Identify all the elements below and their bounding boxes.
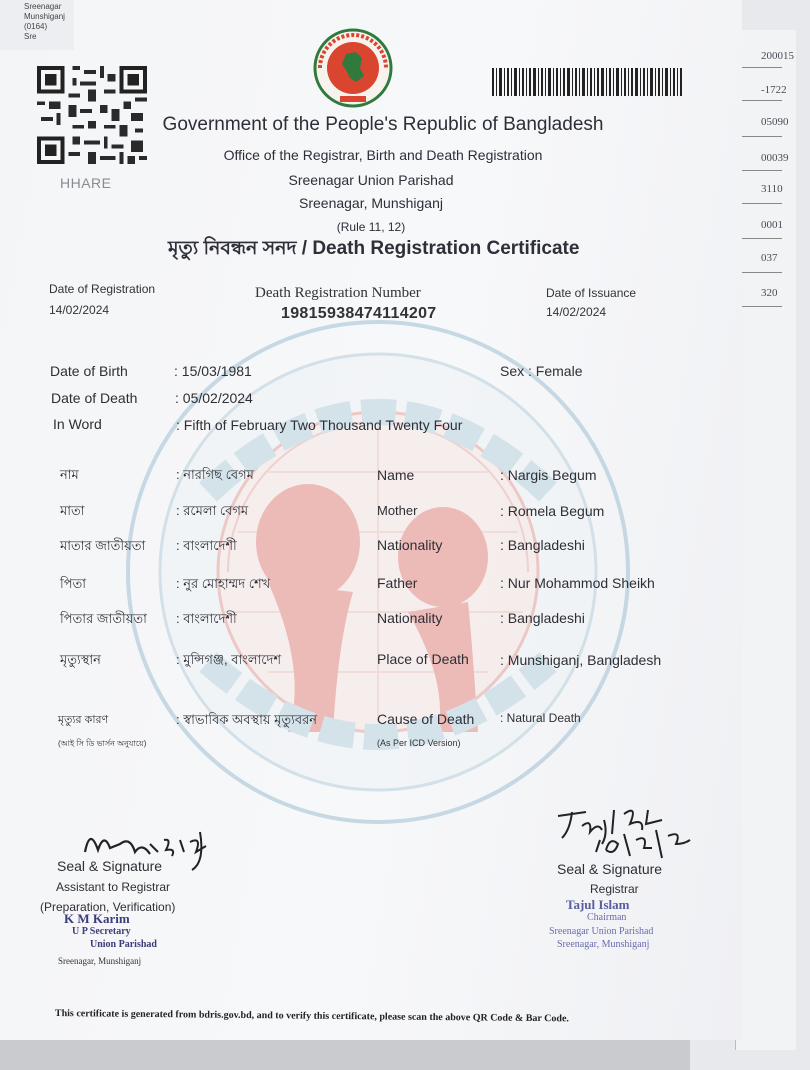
- registration-number-label: Death Registration Number: [255, 285, 421, 301]
- cause-bn-note: (আই সি ডি ভার্সন অনুযায়ে): [58, 739, 147, 748]
- field-en-label: Father: [377, 575, 418, 591]
- left-stamp-name: K M Karim: [64, 911, 130, 926]
- qr-caption: HHARE: [60, 175, 112, 191]
- left-stamp-place: Sreenagar, Munshiganj: [58, 956, 142, 966]
- corner-text: Munshiganj: [24, 12, 65, 21]
- edge-number: 3110: [761, 183, 783, 195]
- field-bn-label: মাতার জাতীয়তা: [60, 538, 146, 553]
- left-stamp-title: U P Secretary: [72, 926, 131, 937]
- field-bn-label: নাম: [60, 467, 79, 482]
- corner-fragment: [0, 0, 74, 50]
- corner-text: Sreenagar: [24, 2, 62, 11]
- address-heading: Sreenagar, Munshiganj: [299, 195, 443, 211]
- field-en-label: Nationality: [377, 610, 443, 626]
- edge-number: 037: [761, 252, 778, 264]
- edge-rule: [742, 238, 782, 239]
- right-role: Registrar: [590, 882, 639, 896]
- field-bn-value: : রমেলা বেগম: [176, 503, 249, 518]
- edge-rule: [742, 136, 782, 137]
- field-bn-value: : নারগিছ বেগম: [176, 467, 254, 482]
- rule-reference: (Rule 11, 12): [336, 220, 406, 234]
- in-word-value: : Fifth of February Two Thousand Twenty Four: [176, 417, 463, 433]
- edge-number: 0001: [761, 219, 783, 231]
- in-word-label: In Word: [53, 416, 102, 432]
- date-of-birth-value: : 15/03/1981: [174, 363, 252, 379]
- edge-rule: [742, 100, 782, 101]
- registration-number-value: 19815938474114207: [281, 305, 437, 322]
- field-bn-label: মৃত্যুস্থান: [60, 652, 101, 667]
- field-en-value: : Bangladeshi: [500, 537, 585, 553]
- edge-number: 320: [761, 287, 778, 299]
- date-of-death-label: Date of Death: [51, 390, 138, 406]
- edge-rule: [742, 67, 782, 68]
- corner-text: Sre: [24, 32, 37, 41]
- edge-rule: [742, 272, 782, 273]
- field-bn-value: : বাংলাদেশী: [176, 538, 237, 553]
- edge-rule: [742, 170, 782, 171]
- corner-text: (0164): [24, 22, 48, 31]
- certificate-title: মৃত্যু নিবন্ধন সনদ / Death Registration Certificate: [168, 238, 580, 259]
- right-seal-signature-label: Seal & Signature: [557, 861, 663, 877]
- government-heading: Government of the People's Republic of Bangladesh: [162, 114, 604, 135]
- field-en-label: Mother: [377, 503, 418, 518]
- field-bn-label: মাতা: [60, 503, 85, 518]
- cause-bn-label: মৃত্যুর কারণ: [58, 714, 109, 726]
- edge-number: 05090: [761, 116, 789, 128]
- edge-number: -1722: [761, 84, 787, 96]
- right-stamp-org: Sreenagar Union Parishad: [549, 926, 654, 937]
- field-en-value: : Romela Begum: [500, 503, 605, 519]
- edge-rule: [742, 203, 782, 204]
- right-stamp-title: Chairman: [587, 912, 627, 923]
- field-bn-value: : মুন্সিগঞ্জ, বাংলাদেশ: [176, 652, 282, 667]
- date-of-registration-value: 14/02/2024: [49, 303, 110, 317]
- field-en-label: Name: [377, 467, 415, 483]
- verification-footer: This certificate is generated from bdris.gov.bd, and to verify this certificate, please scan the above QR Code & Bar Code.: [54, 1008, 569, 1025]
- cause-en-value: : Natural Death: [500, 711, 581, 725]
- field-bn-label: পিতা: [60, 576, 87, 591]
- field-en-value: : Bangladeshi: [500, 610, 585, 626]
- field-en-value: : Nargis Begum: [500, 467, 597, 483]
- left-role: Assistant to Registrar: [56, 880, 171, 894]
- government-seal-logo: [310, 28, 396, 108]
- date-of-birth-label: Date of Birth: [50, 363, 128, 379]
- field-en-value: : Munshiganj, Bangladesh: [500, 652, 662, 668]
- right-stamp-place: Sreenagar, Munshiganj: [557, 939, 650, 950]
- field-bn-label: পিতার জাতীয়তা: [60, 611, 147, 626]
- cause-en-label: Cause of Death: [377, 711, 475, 727]
- field-en-value: : Nur Mohammod Sheikh: [500, 575, 655, 591]
- cause-en-note: (As Per ICD Version): [377, 738, 461, 748]
- parishad-heading: Sreenagar Union Parishad: [288, 172, 454, 188]
- edge-rule: [742, 306, 782, 307]
- left-stamp-org: Union Parishad: [90, 939, 157, 950]
- office-heading: Office of the Registrar, Birth and Death Registration: [223, 147, 543, 163]
- field-en-label: Nationality: [377, 537, 443, 553]
- edge-number: 200015: [761, 50, 794, 62]
- left-seal-signature-label: Seal & Signature: [57, 858, 163, 874]
- date-of-death-value: : 05/02/2024: [175, 390, 253, 406]
- right-stamp-name: Tajul Islam: [566, 897, 630, 912]
- barcode[interactable]: [492, 68, 682, 96]
- cause-bn-value: : স্বাভাবিক অবস্থায় মৃত্যুবরন: [176, 712, 318, 727]
- sex-value: Sex : Female: [500, 363, 583, 379]
- edge-number: 00039: [761, 152, 789, 164]
- registrar-signature-image: [552, 800, 702, 870]
- field-bn-value: : নুর মোহাম্মদ শেখ: [176, 576, 271, 591]
- date-of-issuance-label: Date of Issuance: [546, 286, 637, 300]
- left-role-detail: (Preparation, Verification): [40, 900, 176, 914]
- date-of-issuance-value: 14/02/2024: [546, 305, 607, 319]
- date-of-registration-label: Date of Registration: [49, 282, 156, 296]
- field-en-label: Place of Death: [377, 651, 469, 667]
- field-bn-value: : বাংলাদেশী: [176, 611, 237, 626]
